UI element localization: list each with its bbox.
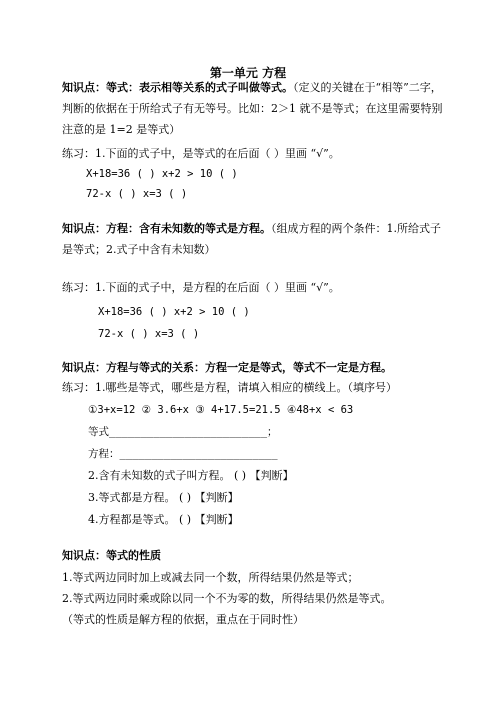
judge-question: 3.等式都是方程。 ( ) 【判断】 (88, 491, 239, 504)
section-heading: 知识点：等式的性质 (62, 549, 161, 562)
exercise-intro: 练习：1.下面的式子中，是方程的在后面（ ）里画 “√”。 (62, 281, 340, 294)
property-note: （等式的性质是解方程的依据，重点在于同时性） (62, 613, 304, 626)
answer-line-equation: 等式_________________________； (88, 426, 278, 438)
section-heading: 知识点：方程：含有未知数的等式是方程。 (62, 222, 271, 235)
exercise-intro: 练习：1.下面的式子中，是等式的在后面（ ）里画 “√”。 (62, 147, 340, 160)
property-line: 1.等式两边同时加上或减去同一个数，所得结果仍然是等式； (62, 571, 359, 584)
exercise-row: 72-x ( ) x=3 ( ) (98, 328, 200, 340)
answer-line-fangcheng: 方程：_________________________ (88, 448, 278, 460)
page-title: 第一单元 方程 (209, 66, 287, 80)
exercise-intro: 练习：1.哪些是等式，哪些是方程，请填入相应的横线上。（填序号） (62, 381, 397, 394)
judge-question: 4.方程都是等式。 ( ) 【判断】 (88, 513, 239, 526)
exercise-row: X+18=36 ( ) x+2 > 10 ( ) (98, 306, 250, 318)
property-line: 2.等式两边同时乘或除以同一个不为零的数，所得结果仍然是等式。 (62, 592, 392, 605)
section-body: （组成方程的两个条件：1.所给式子是等式；2.式子中含有未知数） (62, 222, 441, 256)
judge-question: 2.含有未知数的式子叫方程。 ( ) 【判断】 (88, 469, 294, 482)
exercise-row: X+18=36 ( ) x+2 > 10 ( ) (86, 168, 238, 180)
exercise-items: ①3+x=12 ② 3.6+x ③ 4+17.5=21.5 ④48+x < 63 (88, 404, 354, 416)
section-heading: 知识点：等式：表示相等关系的式子叫做等式。 (62, 81, 293, 94)
exercise-row: 72-x ( ) x=3 ( ) (86, 188, 188, 200)
section-equation-definition (62, 77, 444, 140)
section-body: （定义的关键在于“相等”二字，判断的依据在于所给式子有无等号。比如：2＞1 就不是等式；在这里需要特别注意的是 1=2 是等式） (62, 81, 443, 136)
section-heading: 知识点：方程与等式的关系：方程一定是等式，等式不一定是方程。 (62, 361, 392, 374)
section-fangcheng-definition (62, 218, 444, 260)
